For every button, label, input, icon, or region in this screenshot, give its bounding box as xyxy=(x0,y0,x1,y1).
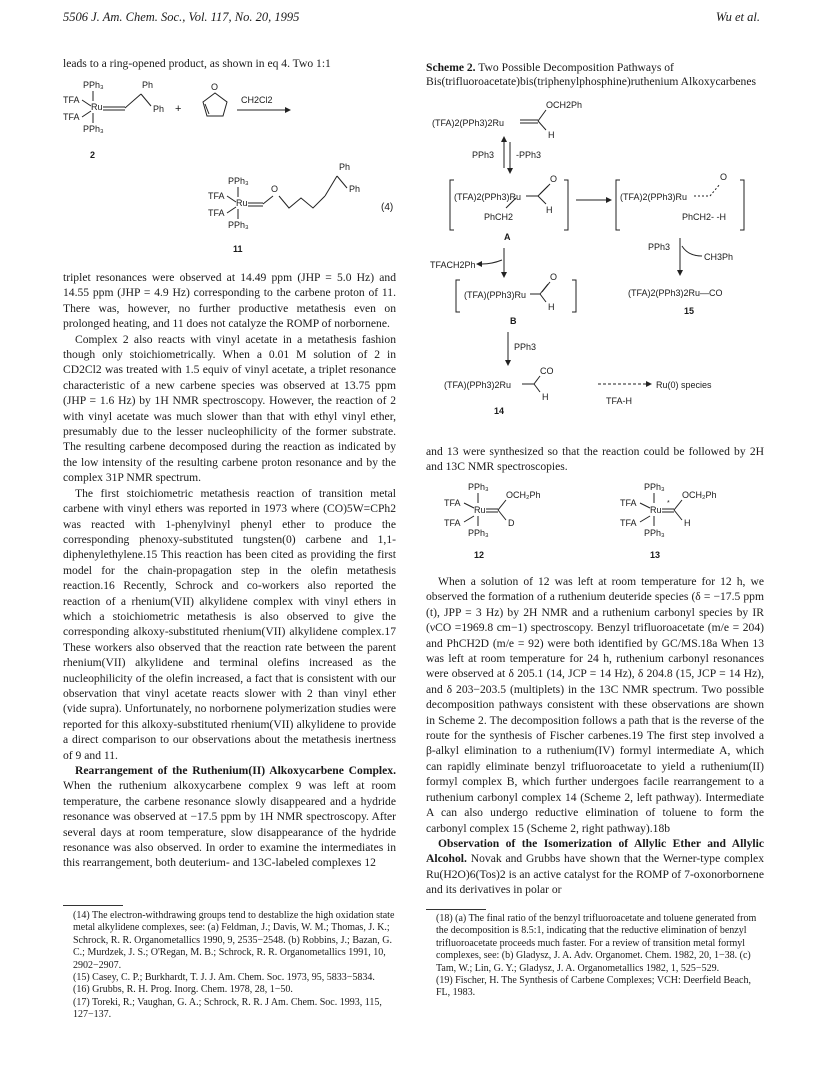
svg-text:PPh3: PPh3 xyxy=(648,242,671,252)
svg-text:Ru: Ru xyxy=(236,198,248,208)
left-intro xyxy=(63,56,396,71)
reagent-ch2cl2: CH2Cl2 xyxy=(241,95,273,105)
complexes-12-13 xyxy=(426,478,764,570)
scheme-2-title: Scheme 2. Two Possible Decomposition Pathways of Bis(trifluoroacetate)bis(triphenylphosphine)ruthenium Alkoxycarbenes xyxy=(426,61,757,88)
svg-text:PPh₃: PPh₃ xyxy=(644,528,665,538)
intermediate-b-metal: (TFA)(PPh3)Ru xyxy=(464,290,527,300)
scheme-och2ph: OCH2Ph xyxy=(546,100,583,110)
running-header-left: 5506 J. Am. Chem. Soc., Vol. 117, No. 20, 1995 xyxy=(63,10,300,24)
equation-4-scheme xyxy=(63,76,396,266)
label-14: 14 xyxy=(494,406,505,416)
svg-text:TFA: TFA xyxy=(208,208,225,218)
left-paragraph-3: The first stoichiometric metathesis reaction of transition metal carbene with vinyl ethers was reported in 1973 where (CO)5W=CPh2 was reacted with 1-phenylvinyl phenyl ether to produce the corresponding phenoxy-substituted tungsten(0) carbene and 1,1-diphenylethylene.15 This reaction has been cited as providing the first model for the chain-propagation step in the olefin metathesis reaction.16 Recently, Schrock and co-workers also reported the reaction of a rhenium(VII) alkylidene complex with vinyl ethers in which a stoichiometric metathesis is also observed to give the corresponding alkoxy-substituted rhenium(VII) alkylidene complex.17 These workers also observed that the reaction rate between the parent rhenium(VII) alkylidene and terminal olefins increased as the nucleophilicity of the olefin increased, a fact that is consistent with our observation that vinyl acetate reacts slower with 2 than vinyl ether (vide supra). Unfortunately, no norbornene polymerization studies were reported for this alkoxy-substituted rhenium(VII) alkylidene to provide a direct comparison to our observations about the metathesis inertness of 9 and 11. xyxy=(63,486,396,762)
footnote-18: (18) (a) The final ratio of the benzyl trifluoroacetate and toluene generated from the decomposition is 8.5:1, indicating that the reductive elimination of benzyl trifluoroacetate proceeds much faster. For a review of transition metal formyl complexes, see: (b) Gladysz, J. A. Adv. Organomet. Chem. 1982, 20, 1−38. (c) Tam, W.; Lin, G. Y.; Gladysz, J. A. Organometallics 1982, 1, 525−529. xyxy=(436,913,757,974)
right-paragraph-2: Observation of the Isomerization of Allylic Ether and Allylic Alcohol. Novak and Grubbs have shown that the Werner-type complex Ru(H2O)6(Tos)2 is an active catalyst for the ROMP of 7-oxonorbornene and its derivatives in polar or xyxy=(426,836,764,897)
complex-14-metal: (TFA)(PPh3)2Ru xyxy=(444,380,512,390)
svg-text:OCH₂Ph: OCH₂Ph xyxy=(682,490,717,500)
svg-text:PPh3: PPh3 xyxy=(514,342,537,352)
svg-text:H: H xyxy=(546,205,553,215)
intro-text: leads to a ring-opened product, as shown in eq 4. Two 1:1 xyxy=(63,57,331,70)
svg-text:H: H xyxy=(548,130,555,140)
left-paragraph-4: Rearrangement of the Ruthenium(II) Alkoxycarbene Complex. When the ruthenium alkoxycarbene complex 9 was left at room temperature, the carbene resonance slowly disappeared and a hydride resonance was observed at −17.5 ppm by 1H NMR spectroscopy. After several days at room temperature, slow disappearance of the hydride resonance was also observed. In order to examine the intermediates in this rearrangement, both deuterium- and 13C-labeled complexes 12 xyxy=(63,764,396,870)
left-footnotes xyxy=(63,910,396,1022)
right-body-top xyxy=(426,444,764,475)
svg-text:TFA: TFA xyxy=(444,498,461,508)
svg-text:PPh3: PPh3 xyxy=(472,150,495,160)
svg-text:TFA: TFA xyxy=(620,518,637,528)
footnote-rule-right xyxy=(426,909,486,910)
footnote-14: (14) The electron-withdrawing groups tend to destablize the high oxidation state metal alkylidene complexes, see: (a) Feldman, J.; Davis, W. M.; Thomas, J. K.; Schrock, R. R. Organometallics 1990, 9, 2535−2548. (b) Robbins, J.; Bazan, G. C.; Murdzek, J. S.; O'Regan, M. B.; Schrock, R. R. Organometallics 1991, 10, 2902−2907. xyxy=(73,910,395,971)
svg-text:H: H xyxy=(542,392,549,402)
svg-text:*: * xyxy=(667,500,670,507)
svg-text:H: H xyxy=(548,302,555,312)
right-body xyxy=(426,574,764,898)
svg-text:PPh₃: PPh₃ xyxy=(83,124,104,134)
svg-text:PPh₃: PPh₃ xyxy=(644,482,665,492)
svg-text:PPh₃: PPh₃ xyxy=(468,482,489,492)
svg-text:O: O xyxy=(550,174,558,184)
ru0-species: Ru(0) species xyxy=(656,380,712,390)
scheme-top-metal: (TFA)2(PPh3)2Ru xyxy=(432,118,505,128)
svg-text:H: H xyxy=(684,518,691,528)
intermediate-a-prime-metal: (TFA)2(PPh3)Ru xyxy=(620,192,688,202)
svg-text:OCH₂Ph: OCH₂Ph xyxy=(506,490,541,500)
right-paragraph-1: When a solution of 12 was left at room temperature for 12 h, we observed the formation of a ruthenium deuteride species (δ = −17.5 ppm (t), JPP = 3 Hz) by 2H NMR and a ruthenium carbonyl species by IR (νCO =1969.8 cm−1) spectroscopy. Benzyl trifluoroacetate (m/e = 204) and PhCH2D (m/e = 92) were both identified by GC/MS.18a When 13 was left at room temperature for 24 h, ruthenium carbonyl resonances were observed at δ 205.1 (14, JCP = 14 Hz), δ 204.8 (15, JCP = 14 Hz), and δ 203−203.5 (multiplets) in the 13C NMR spectrum. Two possible decomposition pathways consistent with these observations are shown in Scheme 2. The decomposition follows a path that is the reverse of the route for the synthesis of Fischer carbenes.19 The first step involved a β-alkyl elimination to a ruthenium(IV) formyl intermediate A, which can rapidly eliminate benzyl trifluoroacetate to yield a ruthenium(II) formyl complex B, which further undergoes facile rearrangement to a ruthenium carbonyl complex 14 (Scheme 2, left pathway). Intermediate A can also undergo reductive elimination of toluene to form the carbonyl complex 15 (Scheme 2, right pathway).18b xyxy=(426,575,764,835)
eq-number-4: (4) xyxy=(381,202,394,213)
footnote-rule-left xyxy=(63,905,123,906)
left-paragraph-1: triplet resonances were observed at 14.49 ppm (JHP = 5.0 Hz) and 14.55 ppm (JHP = 4.9 Hz) corresponding to the carbene proton of 11. There was, however, no further productive metathesis even on prolonged heating, and 11 does not catalyze the ROMP of norbornene. xyxy=(63,271,396,331)
right-footnotes xyxy=(426,913,764,1000)
svg-text:Ru: Ru xyxy=(91,102,103,112)
footnote-16: (16) Grubbs, R. H. Prog. Inorg. Chem. 1978, 28, 1−50. xyxy=(73,984,293,996)
label-2: 2 xyxy=(90,150,96,160)
svg-text:PPh₃: PPh₃ xyxy=(228,176,249,186)
svg-text:TFA: TFA xyxy=(208,191,225,201)
svg-text:Ph: Ph xyxy=(349,184,361,194)
dihydrofuran-structure xyxy=(203,82,227,116)
svg-text:+: + xyxy=(175,103,182,115)
tfach2ph-text: TFACH2Ph xyxy=(430,260,476,270)
complex-11-structure xyxy=(208,162,360,254)
section-heading-isomerization: Observation of the Isomerization of Allylic Ether and Allylic Alcohol. xyxy=(426,836,764,866)
left-paragraph-2: Complex 2 also reacts with vinyl acetate in a metathesis fashion though only stoichiometrically. When a 0.01 M solution of 2 in CD2Cl2 was treated with 1.5 equiv of vinyl acetate, a triplet resonance characteristic of a new carbene species was observed at 13.75 ppm (JHP = 1.6 Hz) by 1H NMR spectroscopy. However, the reaction of 2 with vinyl acetate was much slower than that with ethyl vinyl ether, presumably due to the lesser nucleophilicity of the former substrate. The resulting carbene decomposed during the reaction as indicated by the low intensity of the resulting carbene proton resonance and by the complex 31P NMR spectrum. xyxy=(63,332,396,485)
svg-text:TFA: TFA xyxy=(444,518,461,528)
svg-text:TFA: TFA xyxy=(63,112,80,122)
svg-text:D: D xyxy=(508,518,515,528)
label-12: 12 xyxy=(474,550,485,560)
footnote-17: (17) Toreki, R.; Vaughan, G. A.; Schrock, R. R. J Am. Chem. Soc. 1993, 115, 127−137. xyxy=(73,996,382,1021)
svg-text:TFA: TFA xyxy=(63,95,80,105)
label-a: A xyxy=(504,232,511,242)
svg-text:Ru: Ru xyxy=(650,505,662,515)
tfa-h: TFA-H xyxy=(606,396,632,406)
footnote-15: (15) Casey, C. P.; Burkhardt, T. J. J. Am. Chem. Soc. 1973, 95, 5833−5834. xyxy=(73,972,375,984)
svg-text:Ph: Ph xyxy=(339,162,351,172)
label-b: B xyxy=(510,316,517,326)
right-paragraph-0: and 13 were synthesized so that the reaction could be followed by 2H and 13C NMR spectroscopies. xyxy=(426,445,764,474)
svg-text:PPh₃: PPh₃ xyxy=(468,528,489,538)
svg-text:O: O xyxy=(211,82,219,92)
svg-text:-PPh3: -PPh3 xyxy=(516,150,542,160)
svg-text:CO: CO xyxy=(540,366,554,376)
svg-text:PhCH2- -H: PhCH2- -H xyxy=(682,212,727,222)
product-15-formula: (TFA)2(PPh3)2Ru—CO xyxy=(628,288,723,298)
scheme-2-diagram xyxy=(426,100,764,430)
svg-text:CH3Ph: CH3Ph xyxy=(704,252,734,262)
left-body xyxy=(63,270,396,871)
label-11: 11 xyxy=(233,244,243,254)
running-header-right: Wu et al. xyxy=(715,10,760,24)
svg-text:Ph: Ph xyxy=(153,104,165,114)
intermediate-a-metal: (TFA)2(PPh3)Ru xyxy=(454,192,522,202)
svg-text:PPh₃: PPh₃ xyxy=(83,80,104,90)
svg-text:PhCH2: PhCH2 xyxy=(484,212,514,222)
svg-text:O: O xyxy=(271,184,279,194)
svg-text:O: O xyxy=(550,272,558,282)
label-13: 13 xyxy=(650,550,661,560)
svg-text:Ru: Ru xyxy=(474,505,486,515)
section-heading-rearrangement: Rearrangement of the Ruthenium(II) Alkoxycarbene Complex. xyxy=(75,764,396,777)
svg-text:O: O xyxy=(720,172,728,182)
complex-2-structure xyxy=(63,80,164,160)
label-15: 15 xyxy=(684,306,695,316)
svg-text:PPh₃: PPh₃ xyxy=(228,220,249,230)
footnote-19: (19) Fischer, H. The Synthesis of Carbene Complexes; VCH: Deerfield Beach, FL, 1983. xyxy=(436,975,751,999)
svg-text:TFA: TFA xyxy=(620,498,637,508)
svg-text:Ph: Ph xyxy=(142,80,154,90)
